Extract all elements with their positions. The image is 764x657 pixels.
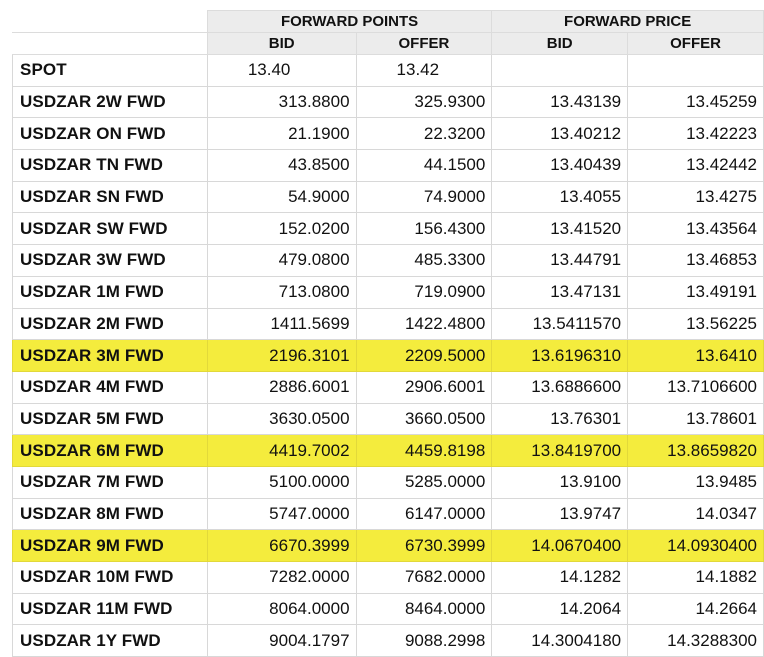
table-row — [13, 86, 764, 118]
forward-price-header: FORWARD PRICE — [492, 11, 764, 33]
points-offer-cell: 74.9000 — [356, 181, 492, 213]
points-offer-cell: 719.0900 — [356, 276, 492, 308]
price-bid-cell: 13.76301 — [492, 403, 628, 435]
points-offer-cell: 156.4300 — [356, 213, 492, 245]
price-bid-cell: 14.0670400 — [492, 530, 628, 562]
price-offer-cell: 13.9485 — [628, 466, 764, 498]
points-bid-cell: 7282.0000 — [207, 562, 356, 594]
table-row — [13, 181, 764, 213]
points-bid-cell: 3630.0500 — [207, 403, 356, 435]
price-bid-header: BID — [492, 33, 628, 55]
table-row — [13, 371, 764, 403]
points-offer-cell: 6147.0000 — [356, 498, 492, 530]
row-label: USDZAR 3M FWD — [13, 340, 208, 372]
group-header-row — [13, 11, 764, 33]
table-row — [13, 466, 764, 498]
points-offer-cell: 4459.8198 — [356, 435, 492, 467]
row-label: SPOT — [13, 55, 208, 87]
points-offer-cell: 2906.6001 — [356, 371, 492, 403]
row-label: USDZAR 2M FWD — [13, 308, 208, 340]
price-offer-cell: 13.7106600 — [628, 371, 764, 403]
points-bid-cell: 713.0800 — [207, 276, 356, 308]
points-bid-cell: 313.8800 — [207, 86, 356, 118]
forward-rates-table — [12, 10, 764, 657]
price-offer-cell: 14.1882 — [628, 562, 764, 594]
forward-rates-table-container — [12, 10, 764, 657]
row-label: USDZAR 11M FWD — [13, 593, 208, 625]
row-label: USDZAR 5M FWD — [13, 403, 208, 435]
price-offer-cell: 13.56225 — [628, 308, 764, 340]
points-bid-cell: 1411.5699 — [207, 308, 356, 340]
price-offer-cell: 13.49191 — [628, 276, 764, 308]
table-row — [13, 245, 764, 277]
table-row — [13, 498, 764, 530]
row-label: USDZAR SW FWD — [13, 213, 208, 245]
row-label: USDZAR 2W FWD — [13, 86, 208, 118]
row-label: USDZAR 3W FWD — [13, 245, 208, 277]
price-bid-cell — [492, 55, 628, 87]
price-bid-cell: 13.43139 — [492, 86, 628, 118]
forward-points-header: FORWARD POINTS — [207, 11, 491, 33]
price-offer-cell: 13.43564 — [628, 213, 764, 245]
points-bid-cell: 2196.3101 — [207, 340, 356, 372]
column-header-row — [13, 33, 764, 55]
points-bid-cell: 5100.0000 — [207, 466, 356, 498]
points-bid-cell: 6670.3999 — [207, 530, 356, 562]
price-offer-cell: 13.45259 — [628, 86, 764, 118]
points-bid-cell: 9004.1797 — [207, 625, 356, 657]
spot-row — [13, 55, 764, 87]
points-bid-cell: 43.8500 — [207, 150, 356, 182]
points-offer-cell: 485.3300 — [356, 245, 492, 277]
points-offer-cell: 22.3200 — [356, 118, 492, 150]
price-offer-cell: 13.4275 — [628, 181, 764, 213]
price-bid-cell: 13.5411570 — [492, 308, 628, 340]
row-label: USDZAR 10M FWD — [13, 562, 208, 594]
table-row — [13, 625, 764, 657]
price-offer-cell: 13.42442 — [628, 150, 764, 182]
points-bid-cell: 4419.7002 — [207, 435, 356, 467]
table-row — [13, 530, 764, 562]
points-bid-header: BID — [207, 33, 356, 55]
table-row — [13, 435, 764, 467]
row-label: USDZAR TN FWD — [13, 150, 208, 182]
price-offer-cell: 14.0930400 — [628, 530, 764, 562]
table-row — [13, 118, 764, 150]
row-label: USDZAR 7M FWD — [13, 466, 208, 498]
points-bid-cell: 5747.0000 — [207, 498, 356, 530]
table-row — [13, 340, 764, 372]
table-row — [13, 562, 764, 594]
row-label: USDZAR SN FWD — [13, 181, 208, 213]
price-offer-cell: 13.8659820 — [628, 435, 764, 467]
price-bid-cell: 13.9100 — [492, 466, 628, 498]
price-bid-cell: 13.8419700 — [492, 435, 628, 467]
price-offer-header: OFFER — [628, 33, 764, 55]
price-bid-cell: 14.1282 — [492, 562, 628, 594]
price-bid-cell: 13.6196310 — [492, 340, 628, 372]
points-bid-cell: 479.0800 — [207, 245, 356, 277]
price-offer-cell: 14.2664 — [628, 593, 764, 625]
points-offer-cell: 9088.2998 — [356, 625, 492, 657]
table-row — [13, 213, 764, 245]
points-bid-cell: 152.0200 — [207, 213, 356, 245]
price-bid-cell: 13.4055 — [492, 181, 628, 213]
points-bid-cell: 8064.0000 — [207, 593, 356, 625]
price-offer-cell: 13.42223 — [628, 118, 764, 150]
price-bid-cell: 13.9747 — [492, 498, 628, 530]
table-row — [13, 276, 764, 308]
price-bid-cell: 13.6886600 — [492, 371, 628, 403]
price-bid-cell: 13.40212 — [492, 118, 628, 150]
points-offer-header: OFFER — [356, 33, 492, 55]
price-bid-cell: 13.41520 — [492, 213, 628, 245]
row-label: USDZAR 9M FWD — [13, 530, 208, 562]
header-blank-cell — [13, 11, 208, 33]
price-offer-cell: 13.6410 — [628, 340, 764, 372]
price-offer-cell: 14.3288300 — [628, 625, 764, 657]
price-offer-cell: 13.78601 — [628, 403, 764, 435]
points-bid-cell: 13.40 — [207, 55, 356, 87]
subheader-blank-cell — [13, 33, 208, 55]
row-label: USDZAR 1M FWD — [13, 276, 208, 308]
price-offer-cell: 14.0347 — [628, 498, 764, 530]
table-row — [13, 150, 764, 182]
table-row — [13, 308, 764, 340]
price-bid-cell: 13.47131 — [492, 276, 628, 308]
points-bid-cell: 2886.6001 — [207, 371, 356, 403]
price-offer-cell — [628, 55, 764, 87]
points-offer-cell: 2209.5000 — [356, 340, 492, 372]
row-label: USDZAR 8M FWD — [13, 498, 208, 530]
points-offer-cell: 325.9300 — [356, 86, 492, 118]
price-offer-cell: 13.46853 — [628, 245, 764, 277]
row-label: USDZAR 6M FWD — [13, 435, 208, 467]
table-row — [13, 593, 764, 625]
row-label: USDZAR 1Y FWD — [13, 625, 208, 657]
table-row — [13, 403, 764, 435]
points-bid-cell: 21.1900 — [207, 118, 356, 150]
points-offer-cell: 3660.0500 — [356, 403, 492, 435]
price-bid-cell: 14.2064 — [492, 593, 628, 625]
points-offer-cell: 7682.0000 — [356, 562, 492, 594]
row-label: USDZAR 4M FWD — [13, 371, 208, 403]
price-bid-cell: 13.40439 — [492, 150, 628, 182]
price-bid-cell: 13.44791 — [492, 245, 628, 277]
points-bid-cell: 54.9000 — [207, 181, 356, 213]
row-label: USDZAR ON FWD — [13, 118, 208, 150]
points-offer-cell: 8464.0000 — [356, 593, 492, 625]
points-offer-cell: 13.42 — [356, 55, 492, 87]
points-offer-cell: 44.1500 — [356, 150, 492, 182]
points-offer-cell: 5285.0000 — [356, 466, 492, 498]
points-offer-cell: 1422.4800 — [356, 308, 492, 340]
price-bid-cell: 14.3004180 — [492, 625, 628, 657]
points-offer-cell: 6730.3999 — [356, 530, 492, 562]
